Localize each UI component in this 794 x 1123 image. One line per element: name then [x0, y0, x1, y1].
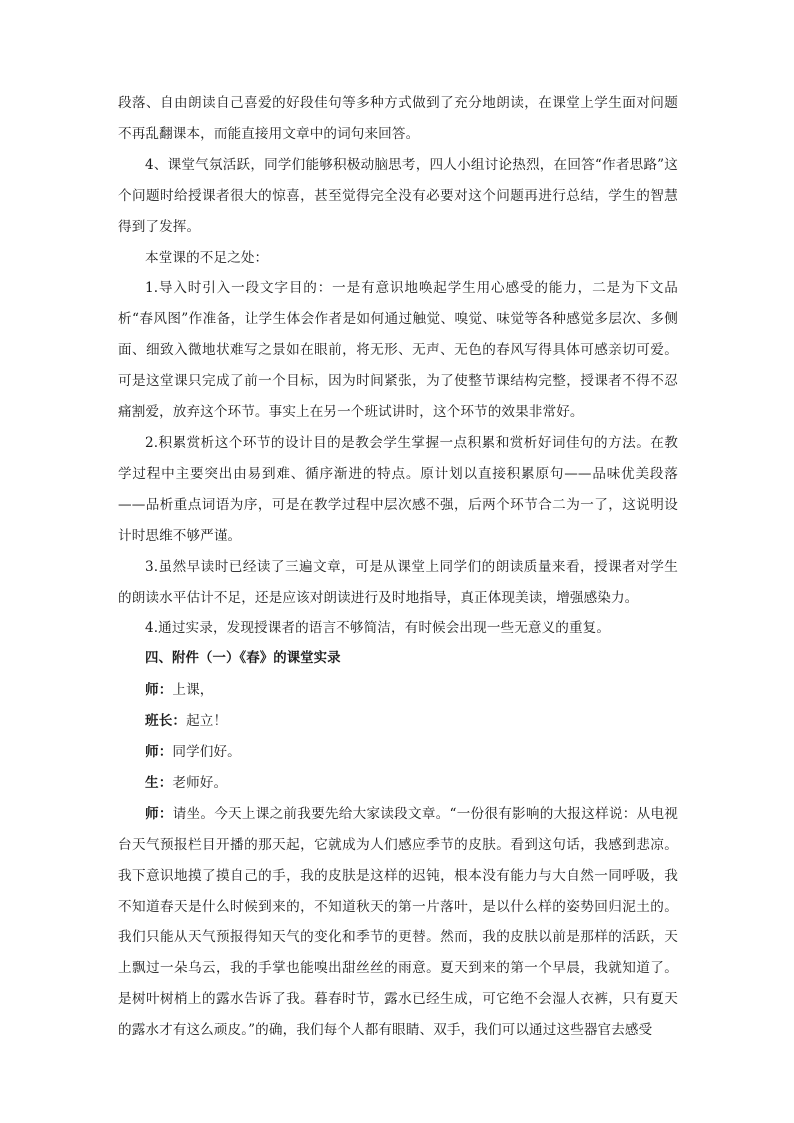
- document-page: [118, 88, 678, 1046]
- dialogue-line: [118, 706, 678, 737]
- dialogue-text: 上课，: [172, 682, 214, 699]
- dialogue-line: [118, 737, 678, 768]
- paragraph-4: 1.导入时引入一段文字目的：一是有意识地唤起学生用心感受的能力，二是为下文品析“春风图”作准备，让学生体会作者是如何通过触觉、嗅觉、味觉等各种感觉多层次、多侧面、细致入微地状难写之景如在眼前，将无形、无声、无色的春风写得具体可感亲切可爱。可是这堂课只完成了前一个目标，因为时间紧张，为了使整节课结构完整，授课者不得不忍痛割爱，放弃这个环节。事实上在另一个班试讲时，这个环节的效果非常好。: [118, 280, 678, 421]
- speaker-label: 师：: [145, 744, 173, 761]
- paragraph-2: 4、课堂气氛活跃，同学们能够积极动脑思考，四人小组讨论热烈，在回答“作者思路”这个问题时给授课者很大的惊喜，甚至觉得完全没有必要对这个问题再进行总结，学生的智慧得到了发挥。: [118, 156, 678, 235]
- dialogue-text: 同学们好。: [172, 744, 241, 761]
- speaker-label: 生：: [145, 774, 173, 791]
- dialogue-line: [118, 799, 678, 1046]
- paragraph-6: 3.虽然早读时已经读了三遍文章，可是从课堂上同学们的朗读质量来看，授课者对学生的朗读水平估计不足，还是应该对朗读进行及时地指导，真正体现美读，增强感染力。: [118, 558, 678, 606]
- paragraph-3: 本堂课的不足之处：: [145, 249, 269, 266]
- paragraph-1: 段落、自由朗读自己喜爱的好段佳句等多种方式做到了充分地朗读，在课堂上学生面对问题不再乱翻课本，而能直接用文章中的词句来回答。: [118, 95, 678, 142]
- paragraph-5: 2.积累赏析这个环节的设计目的是教会学生掌握一点积累和赏析好词佳句的方法。在教学过程中主要突出由易到难、循序渐进的特点。原计划以直接积累原句——品味优美段落——品析重点词语为序，可是在教学过程中层次感不强，后两个环节合二为一了，这说明设计时思维不够严谨。: [118, 434, 678, 544]
- section-heading: 四、附件（一）《春》的课堂实录: [145, 651, 341, 667]
- dialogue-text: 起立！: [186, 713, 228, 730]
- dialogue-line: [118, 768, 678, 799]
- paragraph-7: 4.通过实录，发现授课者的语言不够简洁，有时候会出现一些无意义的重复。: [145, 620, 611, 637]
- speaker-label: 班长：: [145, 713, 187, 730]
- speaker-label: 师：: [145, 682, 173, 699]
- dialogue-line: [118, 675, 678, 706]
- speaker-label: 师：: [145, 805, 173, 822]
- dialogue-text: 老师好。: [172, 774, 228, 791]
- dialogue-text: 请坐。今天上课之前我要先给大家读段文章。“一份很有影响的大报这样说：从电视台天气预报栏目开播的那天起，它就成为人们感应季节的皮肤。看到这句话，我感到悲凉。我下意识地摸了摸自己的手，我的皮肤是这样的迟钝，根本没有能力与大自然一同呼吸，我不知道春天是什么时候到来的，不知道秋天的第一片落叶，是以什么样的姿势回归泥土的。我们只能从天气预报得知天气的变化和季节的更替。然而，我的皮肤以前是那样的活跃，天上飘过一朵乌云，我的手掌也能嗅出甜丝丝的雨意。夏天到来的第一个早晨，我就知道了。是树叶树梢上的露水告诉了我。暮春时节，露水已经生成，可它绝不会湿人衣裤，只有夏天的露水才有这么顽皮。”的确，我们每个人都有眼睛、双手，我们可以通过这些器官去感受: [118, 805, 678, 1039]
